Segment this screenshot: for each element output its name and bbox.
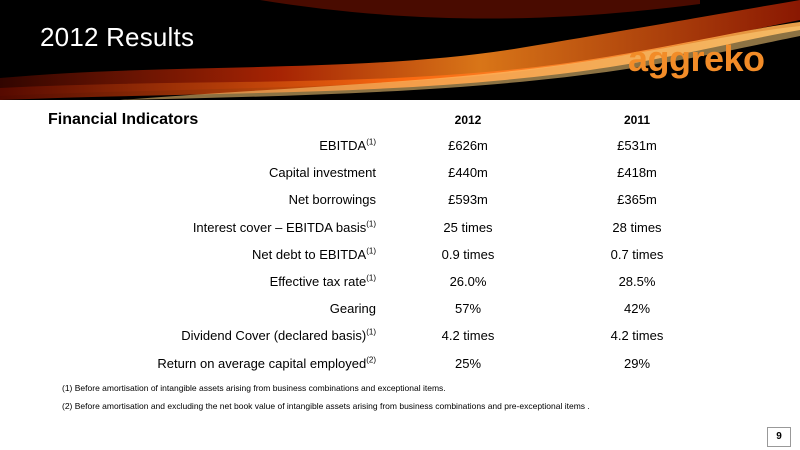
slide-title: 2012 Results: [40, 22, 195, 52]
value-2011: 28 times: [612, 219, 662, 235]
financial-indicators-table: [0, 107, 800, 378]
value-2011: 42%: [623, 301, 651, 317]
table-body: [0, 133, 800, 378]
column-header-2011: 2011: [623, 113, 651, 127]
value-2012: 4.2 times: [441, 328, 495, 344]
row-label-text: Dividend Cover (declared basis): [181, 328, 367, 344]
row-label-text: Capital investment: [269, 165, 376, 181]
row-label: [319, 138, 376, 153]
row-label-text: Net debt to EBITDA: [252, 246, 367, 262]
footnote-ref: (1): [366, 273, 376, 283]
slide-header: [0, 0, 800, 100]
value-2012: £440m: [448, 165, 488, 181]
value-2012: £626m: [448, 138, 488, 153]
value-2011: £531m: [617, 138, 657, 153]
footnote-ref: (1): [366, 219, 376, 229]
row-label: [330, 301, 376, 316]
table-row: [0, 133, 800, 160]
row-label-text: Effective tax rate: [269, 273, 367, 289]
value-2012: 57%: [454, 301, 482, 317]
footnote-ref: (2): [366, 355, 376, 365]
aggreko-logo: aggreko: [628, 38, 765, 79]
table-header-row: [0, 107, 800, 133]
table-row: [0, 323, 800, 350]
footnotes: [62, 379, 590, 415]
row-label-text: Net borrowings: [288, 192, 376, 208]
value-2011: 29%: [623, 355, 651, 371]
table-row: [0, 160, 800, 187]
footnote-ref: (1): [366, 137, 376, 147]
row-label: [270, 274, 376, 289]
section-title: Financial Indicators: [48, 111, 199, 128]
table-row: [0, 187, 800, 214]
value-2011: 0.7 times: [610, 246, 664, 262]
table-row: [0, 242, 800, 269]
row-label-text: EBITDA: [319, 138, 367, 153]
footnote-1: (1) Before amortisation of intangible assets arising from business combinations and exceptional items.: [62, 383, 446, 393]
value-2012: £593m: [448, 192, 488, 208]
value-2012: 0.9 times: [441, 246, 495, 262]
value-2011: £365m: [617, 192, 657, 208]
value-2012: 25%: [454, 355, 482, 371]
column-header-2012: 2012: [454, 113, 482, 127]
value-2012: 26.0%: [449, 273, 487, 289]
value-2012: 25 times: [443, 219, 493, 235]
footnote-ref: (1): [366, 327, 376, 337]
row-label: [181, 328, 376, 343]
row-label-text: Interest cover – EBITDA basis: [192, 219, 367, 235]
row-label: [252, 247, 376, 262]
footnote-2: (2) Before amortisation and excluding the net book value of intangible assets arising from business combinations and pre-exceptional items .: [62, 401, 590, 411]
footnote-ref: (1): [366, 246, 376, 256]
value-2011: 28.5%: [618, 273, 656, 289]
row-label: [157, 356, 376, 371]
table-row: [0, 269, 800, 296]
table-row: [0, 296, 800, 323]
row-label: [269, 165, 376, 180]
row-label-text: Gearing: [329, 301, 376, 317]
table-row: [0, 351, 800, 378]
page-number: 9: [767, 427, 791, 447]
row-label: [193, 220, 376, 235]
value-2011: £418m: [617, 165, 657, 181]
row-label-text: Return on average capital employed: [157, 355, 367, 371]
row-label: [289, 192, 376, 207]
table-row: [0, 215, 800, 242]
value-2011: 4.2 times: [610, 328, 664, 344]
